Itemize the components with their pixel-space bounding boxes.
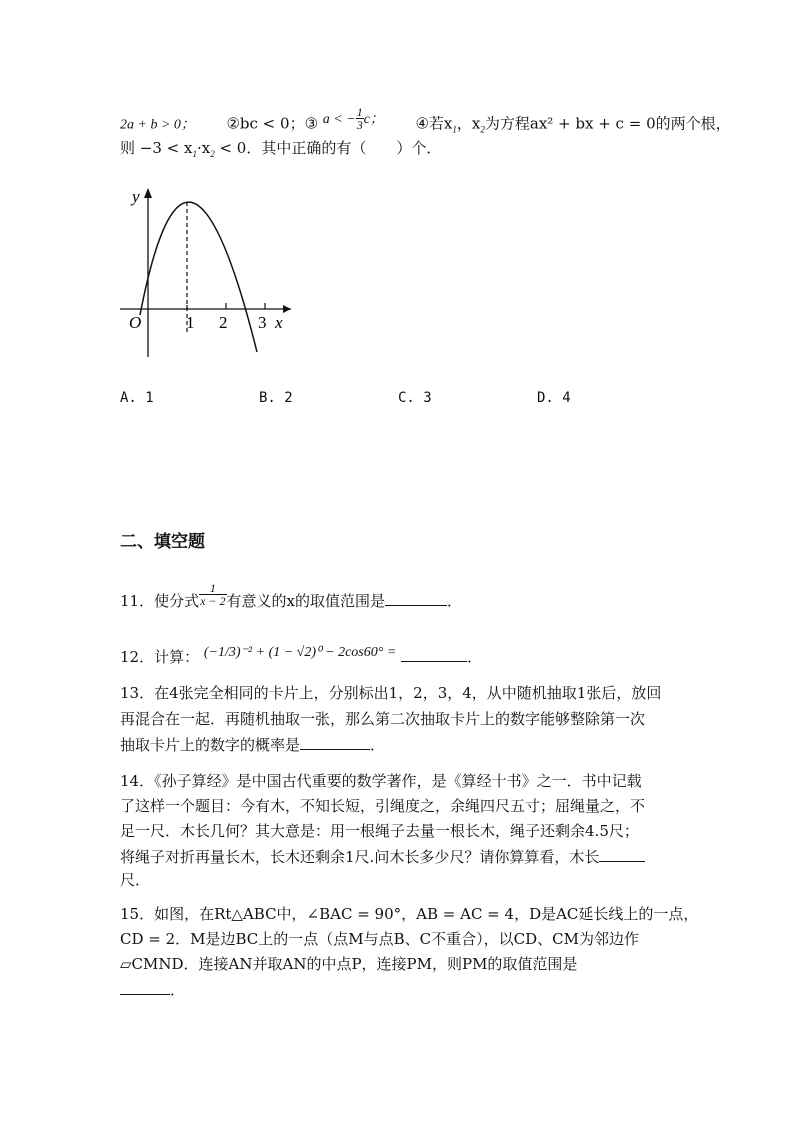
- q14-line-4: [120, 845, 645, 868]
- q11-answer-blank[interactable]: [385, 589, 447, 606]
- frac-denominator: 3: [356, 118, 363, 132]
- tick-label-1: 1: [186, 313, 195, 332]
- q15-answer-blank[interactable]: [120, 978, 170, 995]
- q14-line-3: 足一尺．木长几何？其大意是：用一根绳子去量一根长木，绳子还剩余4.5尺；: [120, 822, 639, 840]
- x-axis-label: x: [275, 313, 283, 332]
- subscript-2: 2: [480, 124, 485, 135]
- q11-prefix: 11．使分式: [120, 592, 200, 610]
- statement-4-equation: 为方程ax² + bx + c = 0的两个根，: [484, 114, 731, 133]
- subscript-2b: 2: [210, 149, 215, 159]
- q14-line-4-text: 将绳子对折再量长木，长木还剩余1尺.问木长多少尺？请你算算看，木长: [120, 848, 600, 866]
- parabola-graph: [115, 182, 295, 362]
- parabola-curve: [140, 202, 257, 352]
- q13-line-3: [120, 733, 385, 756]
- q13-line-2: 再混合在一起．再随机抽取一张，那么第二次抽取卡片上的数字能够整除第一次: [120, 710, 646, 728]
- one-third-fraction: [356, 106, 364, 131]
- statement-4-text: ④若x: [415, 114, 453, 133]
- subscript-1: 1: [452, 124, 457, 135]
- q12-prefix: 12．计算：: [120, 648, 200, 666]
- q11-fraction: [199, 582, 226, 607]
- option-a[interactable]: A. 1: [120, 390, 154, 406]
- tick-label-2: 2: [219, 313, 228, 332]
- q10-line-2: [120, 137, 441, 165]
- statement-3-text: a < −: [322, 111, 356, 127]
- q13-answer-blank[interactable]: [300, 733, 370, 750]
- q12-expression: (−1/3)⁻² + (1 − √2)⁰ − 2cos60° =: [203, 645, 397, 660]
- option-b[interactable]: B. 2: [259, 390, 293, 406]
- q11-frac-den: x − 2: [200, 593, 226, 608]
- statement-1-text: 2a + b > 0；: [120, 117, 195, 133]
- q14-answer-blank[interactable]: [599, 845, 645, 862]
- q13-end: ．: [370, 736, 386, 754]
- origin-label: O: [129, 313, 142, 332]
- option-c[interactable]: C. 3: [398, 390, 432, 406]
- q12-answer-blank[interactable]: [401, 645, 467, 662]
- q11-suffix: 有意义的x的取值范围是: [226, 592, 385, 610]
- frac-numerator: 1: [356, 105, 363, 119]
- q12-end: ．: [467, 648, 483, 666]
- x-axis-arrow-icon: [283, 305, 291, 313]
- q11-frac-num: 1: [199, 582, 226, 595]
- statement-4-x2: ，x: [456, 114, 481, 133]
- q14-line-2: 了这样一个题目：今有木，不知长短，引绳度之，余绳四尺五寸；屈绳量之，不: [120, 797, 646, 815]
- section-title: 二、填空题: [120, 532, 205, 552]
- statement-3-end: c；: [363, 111, 384, 127]
- y-axis-arrow-icon: [144, 188, 152, 198]
- statement-2-text: ②bc < 0；③: [226, 114, 319, 133]
- q12: [120, 645, 482, 670]
- subscript-1b: 1: [192, 149, 197, 159]
- q11-end: ．: [447, 592, 463, 610]
- q11: [120, 580, 463, 615]
- q15-line-2: CD = 2．M是边BC上的一点（点M与点B、C不重合），以CD、CM为邻边作: [120, 930, 639, 948]
- q13-line-3-text: 抽取卡片上的数字的概率是: [120, 736, 301, 754]
- q15-line-3: ▱CMND．连接AN并取AN的中点P，连接PM，则PM的取值范围是: [120, 955, 578, 973]
- q13-line-1: 13．在4张完全相同的卡片上，分别标出1，2，3，4，从中随机抽取1张后，放回: [120, 684, 662, 702]
- option-d[interactable]: D. 4: [537, 390, 571, 406]
- q15-line-4: [120, 978, 185, 1001]
- q15-line-1: 15．如图，在Rt△ABC中，∠BAC = 90°，AB = AC = 4，D是AC延长线上的一点，: [120, 905, 699, 923]
- q15-end: ．: [170, 981, 186, 999]
- q10-question-text: < 0．其中正确的有（ ）个．: [214, 139, 442, 157]
- q10-product-dot: ·x: [196, 139, 211, 157]
- tick-label-3: 3: [258, 313, 267, 332]
- q10-condition-text: 则 −3 < x: [120, 139, 193, 157]
- q14-line-1: 14．《孙子算经》是中国古代重要的数学著作，是《算经十书》之一．书中记载: [120, 772, 642, 790]
- q14-line-5: 尺．: [120, 871, 151, 889]
- y-axis-label: y: [132, 187, 140, 206]
